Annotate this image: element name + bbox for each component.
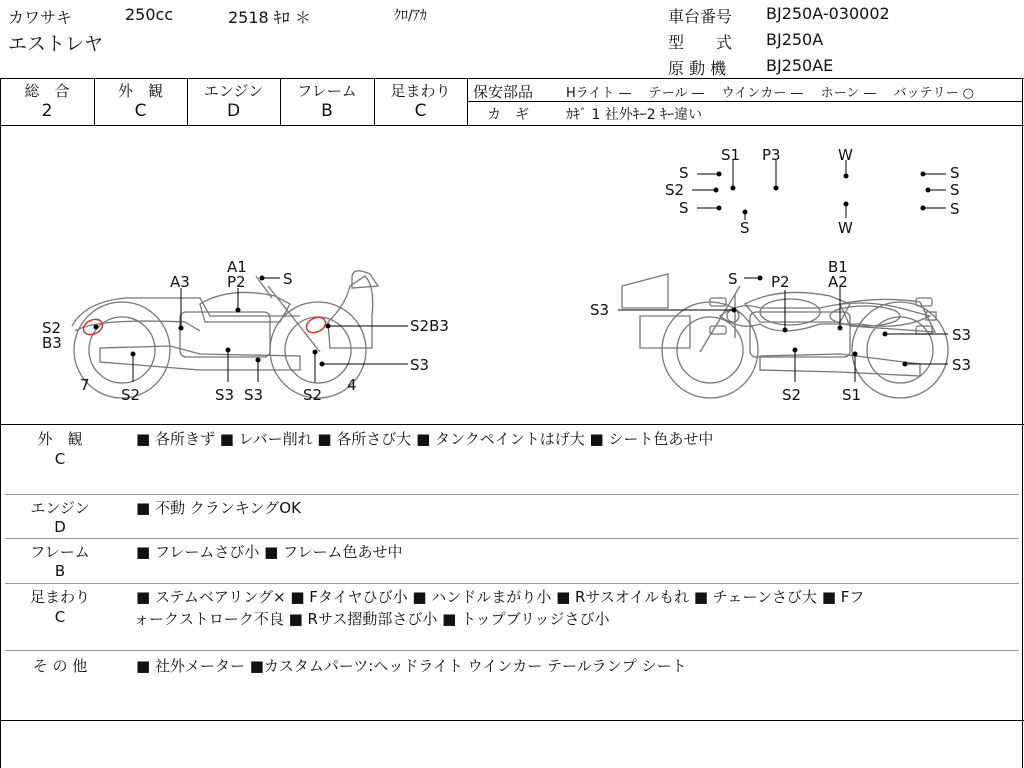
remark-title-frame: フレーム <box>30 543 90 561</box>
remark-text-suspension-1: ■ ステムベアリング× ■ Fタイヤひび小 ■ ハンドルまがり小 ■ Rサスオイルもれ ■ チェーンさび大 ■ Fフ <box>136 588 865 606</box>
left-label-s2: S2 <box>42 319 62 337</box>
top-label-s2: S2 <box>665 181 685 199</box>
top-label-w-bottom: W <box>838 219 853 237</box>
remark-grade-suspension: C <box>54 608 66 626</box>
grade-value-engine: D <box>226 101 241 121</box>
damage-diagram <box>0 126 1022 424</box>
remark-grade-frame: B <box>54 562 66 580</box>
grade-label-exterior: 外 観 <box>117 82 163 100</box>
remark-text-exterior: ■ 各所きず ■ レバー削れ ■ 各所さび大 ■ タンクペイントはげ大 ■ シート色あせ中 <box>136 430 714 448</box>
right-label-s3-right-2: S3 <box>952 356 972 374</box>
top-label-s-right-1: S <box>950 164 960 182</box>
left-label-s3-bottom-1: S3 <box>215 386 235 404</box>
frame-no-label: 車台番号 <box>668 7 733 26</box>
remark-text-other: ■ 社外メーター ■カスタムパーツ:ヘッドライト ウインカー テールランプ シート <box>136 657 687 675</box>
top-label-s-right-3: S <box>950 200 960 218</box>
grade-label-suspension: 足まわり <box>390 82 451 100</box>
color: ｸﾛ/ｱｶ <box>394 8 427 24</box>
remark-grade-engine: D <box>54 518 66 536</box>
remark-text-engine: ■ 不動 クランキングOK <box>136 499 301 517</box>
remark-grade-exterior: C <box>54 450 66 468</box>
left-label-s: S <box>283 270 293 288</box>
left-label-b3: B3 <box>42 334 62 352</box>
left-label-s3-bottom-2: S3 <box>244 386 264 404</box>
type-value: BJ250A <box>766 30 824 49</box>
maker: カワサキ <box>8 8 73 27</box>
type-label: 型 式 <box>668 33 733 52</box>
left-label-s2-bottom: S2 <box>121 386 141 404</box>
top-label-s-bottom: S <box>740 219 750 237</box>
engine-value: BJ250AE <box>766 56 834 75</box>
grade-label-engine: エンジン <box>203 82 264 100</box>
grade-value-frame: B <box>321 101 333 121</box>
right-label-s1-bottom: S1 <box>842 386 862 404</box>
remark-title-engine: エンジン <box>30 499 90 517</box>
left-label-a3: A3 <box>170 273 190 291</box>
left-label-7: 7 <box>80 376 90 394</box>
grade-value-exterior: C <box>134 101 147 121</box>
top-label-s-left-2: S <box>679 199 689 217</box>
model-name: エストレヤ <box>8 33 104 55</box>
right-label-p2: P2 <box>771 273 790 291</box>
mileage: 2518 ｷﾛ ＊ <box>228 8 311 27</box>
top-label-s-left-1: S <box>679 164 689 182</box>
key-label: カ ギ <box>487 107 529 123</box>
top-label-s1: S1 <box>721 146 741 164</box>
grade-label-overall: 総 合 <box>24 82 70 100</box>
right-label-s3-left: S3 <box>590 301 610 319</box>
left-label-s2b3: S2B3 <box>410 317 449 335</box>
grade-value-suspension: C <box>414 101 427 121</box>
top-label-w-top: W <box>838 146 853 164</box>
remark-title-exterior: 外 観 <box>37 430 83 448</box>
right-label-a2: A2 <box>828 273 848 291</box>
remark-text-suspension-2: ォークストローク不良 ■ Rサス摺動部さび小 ■ トップブリッジさび小 <box>134 610 610 628</box>
left-label-s2-bottom-2: S2 <box>303 386 323 404</box>
safety-items: Hライト — テール — ウインカー — ホーン — バッテリー ○ <box>566 86 975 101</box>
left-label-s3-right: S3 <box>410 356 430 374</box>
safety-label: 保安部品 <box>473 83 534 101</box>
frame-no: BJ250A-030002 <box>766 4 890 23</box>
left-label-4: 4 <box>347 376 357 394</box>
displacement: 250cc <box>125 5 174 24</box>
top-label-s-right-2: S <box>950 181 960 199</box>
engine-label: 原 動 機 <box>668 59 727 78</box>
right-label-s: S <box>728 270 738 288</box>
right-label-b1: B1 <box>828 258 848 276</box>
top-label-p3: P3 <box>762 146 781 164</box>
grade-table-top-border <box>0 78 1024 79</box>
remark-text-frame: ■ フレームさび小 ■ フレーム色あせ中 <box>136 543 403 561</box>
remark-title-other: そ の 他 <box>32 657 88 675</box>
right-label-s3-right-1: S3 <box>952 326 972 344</box>
grade-value-overall: 2 <box>41 101 53 121</box>
right-label-s2-bottom: S2 <box>782 386 802 404</box>
remark-title-suspension: 足まわり <box>29 588 90 606</box>
grade-label-frame: フレーム <box>297 82 357 100</box>
left-label-a1: A1 <box>227 258 247 276</box>
key-text: ｶｷﾞ 1 社外ｷｰ2 ｷｰ違い <box>566 107 703 123</box>
left-label-p2: P2 <box>227 273 246 291</box>
